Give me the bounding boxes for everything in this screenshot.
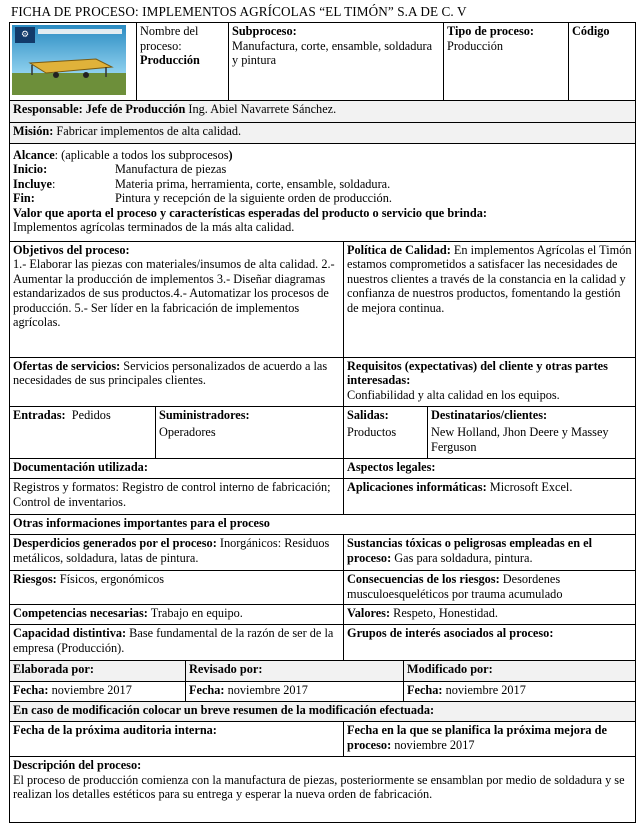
desperdicios-label: Desperdicios generados por el proceso: xyxy=(13,536,217,550)
elaborada-label: Elaborada por: xyxy=(13,662,94,676)
competencias-value: Trabajo en equipo. xyxy=(147,606,243,620)
modificacion-cell xyxy=(10,702,636,722)
valores-cell xyxy=(344,605,636,625)
fecha-value: noviembre 2017 xyxy=(224,682,308,697)
responsable-row xyxy=(10,101,636,122)
requisitos-value: Confiabilidad y alta calidad en los equipos. xyxy=(347,387,560,402)
auditoria-cell xyxy=(10,722,344,757)
responsable-name: Ing. Abiel Navarrete Sánchez. xyxy=(188,102,337,116)
fecha-value: noviembre 2017 xyxy=(48,682,132,697)
revisado-label: Revisado por: xyxy=(189,662,263,676)
capacidad-label: Capacidad distintiva: xyxy=(13,626,127,640)
fecha-elaborada-cell xyxy=(10,681,186,701)
suministradores-value: Operadores xyxy=(159,425,216,439)
entradas-value: Pedidos xyxy=(71,407,111,422)
fin-value: Pintura y recepción de la siguiente orden de producción. xyxy=(115,191,392,205)
aspectos-cell xyxy=(344,459,636,479)
responsable-label: Responsable: xyxy=(13,102,83,116)
aspectos-label: Aspectos legales: xyxy=(347,459,436,474)
modificado-label: Modificado por: xyxy=(407,662,493,676)
mision-value: Fabricar implementos de alta calidad. xyxy=(56,123,242,138)
incluye-label: Incluye xyxy=(13,176,52,191)
body-table-bottom xyxy=(9,702,636,824)
process-type-label: Tipo de proceso: xyxy=(447,24,534,38)
product-image-cell xyxy=(10,23,137,101)
alcance-close: ) xyxy=(228,147,233,162)
inicio-label: Inicio: xyxy=(13,162,48,176)
grupos-cell xyxy=(344,625,636,661)
fecha-revisado-cell xyxy=(186,681,404,701)
suministradores-label: Suministradores: xyxy=(159,407,250,422)
mejora-cell xyxy=(344,722,636,757)
riesgos-label: Riesgos: xyxy=(13,572,57,586)
signatures-table xyxy=(9,661,636,702)
descripcion-value: El proceso de producción comienza con la manufactura de piezas, posteriormente se ensamblan por medio de soldadura y se realizan los detalles estéticos para su entrega y esperar la nueva orden de fabricación. xyxy=(13,772,625,801)
body-table-mid xyxy=(9,459,636,662)
sustancias-label: Sustancias tóxicas o peligrosas empleadas en el proceso: xyxy=(347,536,593,565)
header-table xyxy=(9,22,636,101)
process-sheet xyxy=(9,0,635,823)
documentacion-value: Registros y formatos: Registro de control interno de fabricación; Control de inventarios. xyxy=(13,480,331,509)
destinatarios-cell xyxy=(428,406,636,458)
ofertas-cell xyxy=(10,357,344,406)
suministradores-cell xyxy=(156,406,344,458)
objetivos-cell xyxy=(10,241,344,357)
process-name-cell xyxy=(137,23,229,101)
auditoria-label: Fecha de la próxima auditoria interna: xyxy=(13,723,217,737)
entradas-label: Entradas: xyxy=(13,407,66,422)
desperdicios-cell xyxy=(10,535,344,571)
destinatarios-value: New Holland, Jhon Deere y Massey Ferguson xyxy=(431,425,609,454)
valores-value: Respeto, Honestidad. xyxy=(390,606,498,620)
modificado-cell xyxy=(404,661,636,681)
documentacion-label: Documentación utilizada: xyxy=(13,459,148,474)
revisado-cell xyxy=(186,661,404,681)
sustancias-value: Gas para soldadura, pintura. xyxy=(391,550,533,565)
descripcion-label: Descripción del proceso: xyxy=(13,758,142,772)
salidas-cell xyxy=(344,406,428,458)
grupos-label: Grupos de interés asociados al proceso: xyxy=(347,626,554,640)
requisitos-cell xyxy=(344,357,636,406)
fecha-label: Fecha: xyxy=(407,682,443,697)
objetivos-value: 1.- Elaborar las piezas con materiales/insumos de alta calidad. 2.- Aumentar la producción de implementos 3.- Diseñar diagramas estandarizados de sus productos.4.- Automatizar los procesos de producción. 5.- Ser líder en la fabricación de implementos agrícolas. xyxy=(13,257,335,329)
alcance-note: : (aplicable a todos los subprocesos xyxy=(54,147,229,162)
consecuencias-cell xyxy=(344,571,636,605)
salidas-value: Productos xyxy=(347,425,397,439)
politica-label: Política de Calidad: xyxy=(347,242,451,257)
implement-machine-icon xyxy=(26,53,116,79)
ofertas-label: Ofertas de servicios: xyxy=(13,358,121,373)
responsable-role: Jefe de Producción xyxy=(85,102,186,116)
code-label: Código xyxy=(572,24,610,38)
alcance-label: Alcance xyxy=(13,147,55,162)
consecuencias-value: Desordenes musculoesqueléticos por trauma acumulado xyxy=(347,572,563,601)
subprocess-label: Subproceso: xyxy=(232,24,297,38)
aplicaciones-label: Aplicaciones informáticas: xyxy=(347,480,487,494)
mision-row xyxy=(10,122,636,143)
document-title: FICHA DE PROCESO: IMPLEMENTOS AGRÍCOLAS “EL TIMÓN” S.A DE C. V xyxy=(11,4,467,19)
otras-label: Otras informaciones importantes para el proceso xyxy=(13,516,270,530)
consecuencias-label: Consecuencias de los riesgos: xyxy=(347,572,500,586)
politica-cell xyxy=(344,241,636,357)
process-name-label: Nombre del proceso: xyxy=(140,24,199,53)
elaborada-cell xyxy=(10,661,186,681)
documentacion-value-cell xyxy=(10,479,344,515)
sustancias-cell xyxy=(344,535,636,571)
politica-value: En implementos Agrícolas el Timón estamos comprometidos a satisfacer las necesidades de nuestros clientes a través de la constancia en la calidad y confianza de nuestros productos, fomentando la gestión de mejora continua. xyxy=(347,242,632,315)
code-cell xyxy=(569,23,636,101)
competencias-label: Competencias necesarias: xyxy=(13,606,148,620)
mision-label: Misión: xyxy=(13,123,54,138)
valor-value: Implementos agrícolas terminados de la más alta calidad. xyxy=(13,220,295,234)
subprocess-cell xyxy=(229,23,444,101)
valor-label: Valor que aporta el proceso y características esperadas del producto o servicio que brinda: xyxy=(13,205,487,220)
incluye-value: Materia prima, herramienta, corte, ensamble, soldadura. xyxy=(115,176,391,191)
process-type-cell xyxy=(444,23,569,101)
product-image xyxy=(12,25,126,95)
descripcion-cell xyxy=(10,757,636,823)
capacidad-value: Base fundamental de la razón de ser de la empresa (Producción). xyxy=(13,626,334,655)
desperdicios-value: Inorgánicos: Residuos metálicos, soldadura, latas de pintura. xyxy=(13,536,330,565)
riesgos-value: Físicos, ergonómicos xyxy=(56,572,165,586)
modificacion-label: En caso de modificación colocar un breve resumen de la modificación efectuada: xyxy=(13,702,435,717)
documentacion-label-cell xyxy=(10,459,344,479)
gear-wheel-logo-icon: ⚙ xyxy=(15,27,35,43)
fecha-label: Fecha: xyxy=(13,682,49,697)
mejora-label: Fecha en la que se planifica la próxima mejora de proceso: xyxy=(347,723,607,752)
fin-label: Fin: xyxy=(13,191,35,205)
mejora-value: noviembre 2017 xyxy=(391,737,475,752)
objetivos-label: Objetivos del proceso: xyxy=(13,242,130,257)
subprocess-value: Manufactura, corte, ensamble, soldadura y pintura xyxy=(232,38,433,67)
body-table-top xyxy=(9,101,636,459)
alcance-cell xyxy=(10,143,636,241)
salidas-label: Salidas: xyxy=(347,407,389,422)
process-type-value: Producción xyxy=(447,38,504,53)
ofertas-value: Servicios personalizados de acuerdo a las necesidades de sus principales clientes. xyxy=(13,358,328,387)
competencias-cell xyxy=(10,605,344,625)
fecha-value: noviembre 2017 xyxy=(442,682,526,697)
inicio-value: Manufactura de piezas xyxy=(115,162,227,176)
fecha-label: Fecha: xyxy=(189,682,225,697)
destinatarios-label: Destinatarios/clientes: xyxy=(431,407,548,422)
incluye-colon: : xyxy=(51,176,56,191)
capacidad-cell xyxy=(10,625,344,661)
entradas-cell xyxy=(10,406,156,458)
process-name-value: Producción xyxy=(140,53,200,67)
aplicaciones-value: Microsoft Excel. xyxy=(486,480,573,494)
requisitos-label: Requisitos (expectativas) del cliente y otras partes interesadas: xyxy=(347,358,608,387)
otras-cell xyxy=(10,515,636,535)
fecha-modificado-cell xyxy=(404,681,636,701)
valores-label: Valores: xyxy=(347,606,391,620)
riesgos-cell xyxy=(10,571,344,605)
aplicaciones-cell xyxy=(344,479,636,515)
